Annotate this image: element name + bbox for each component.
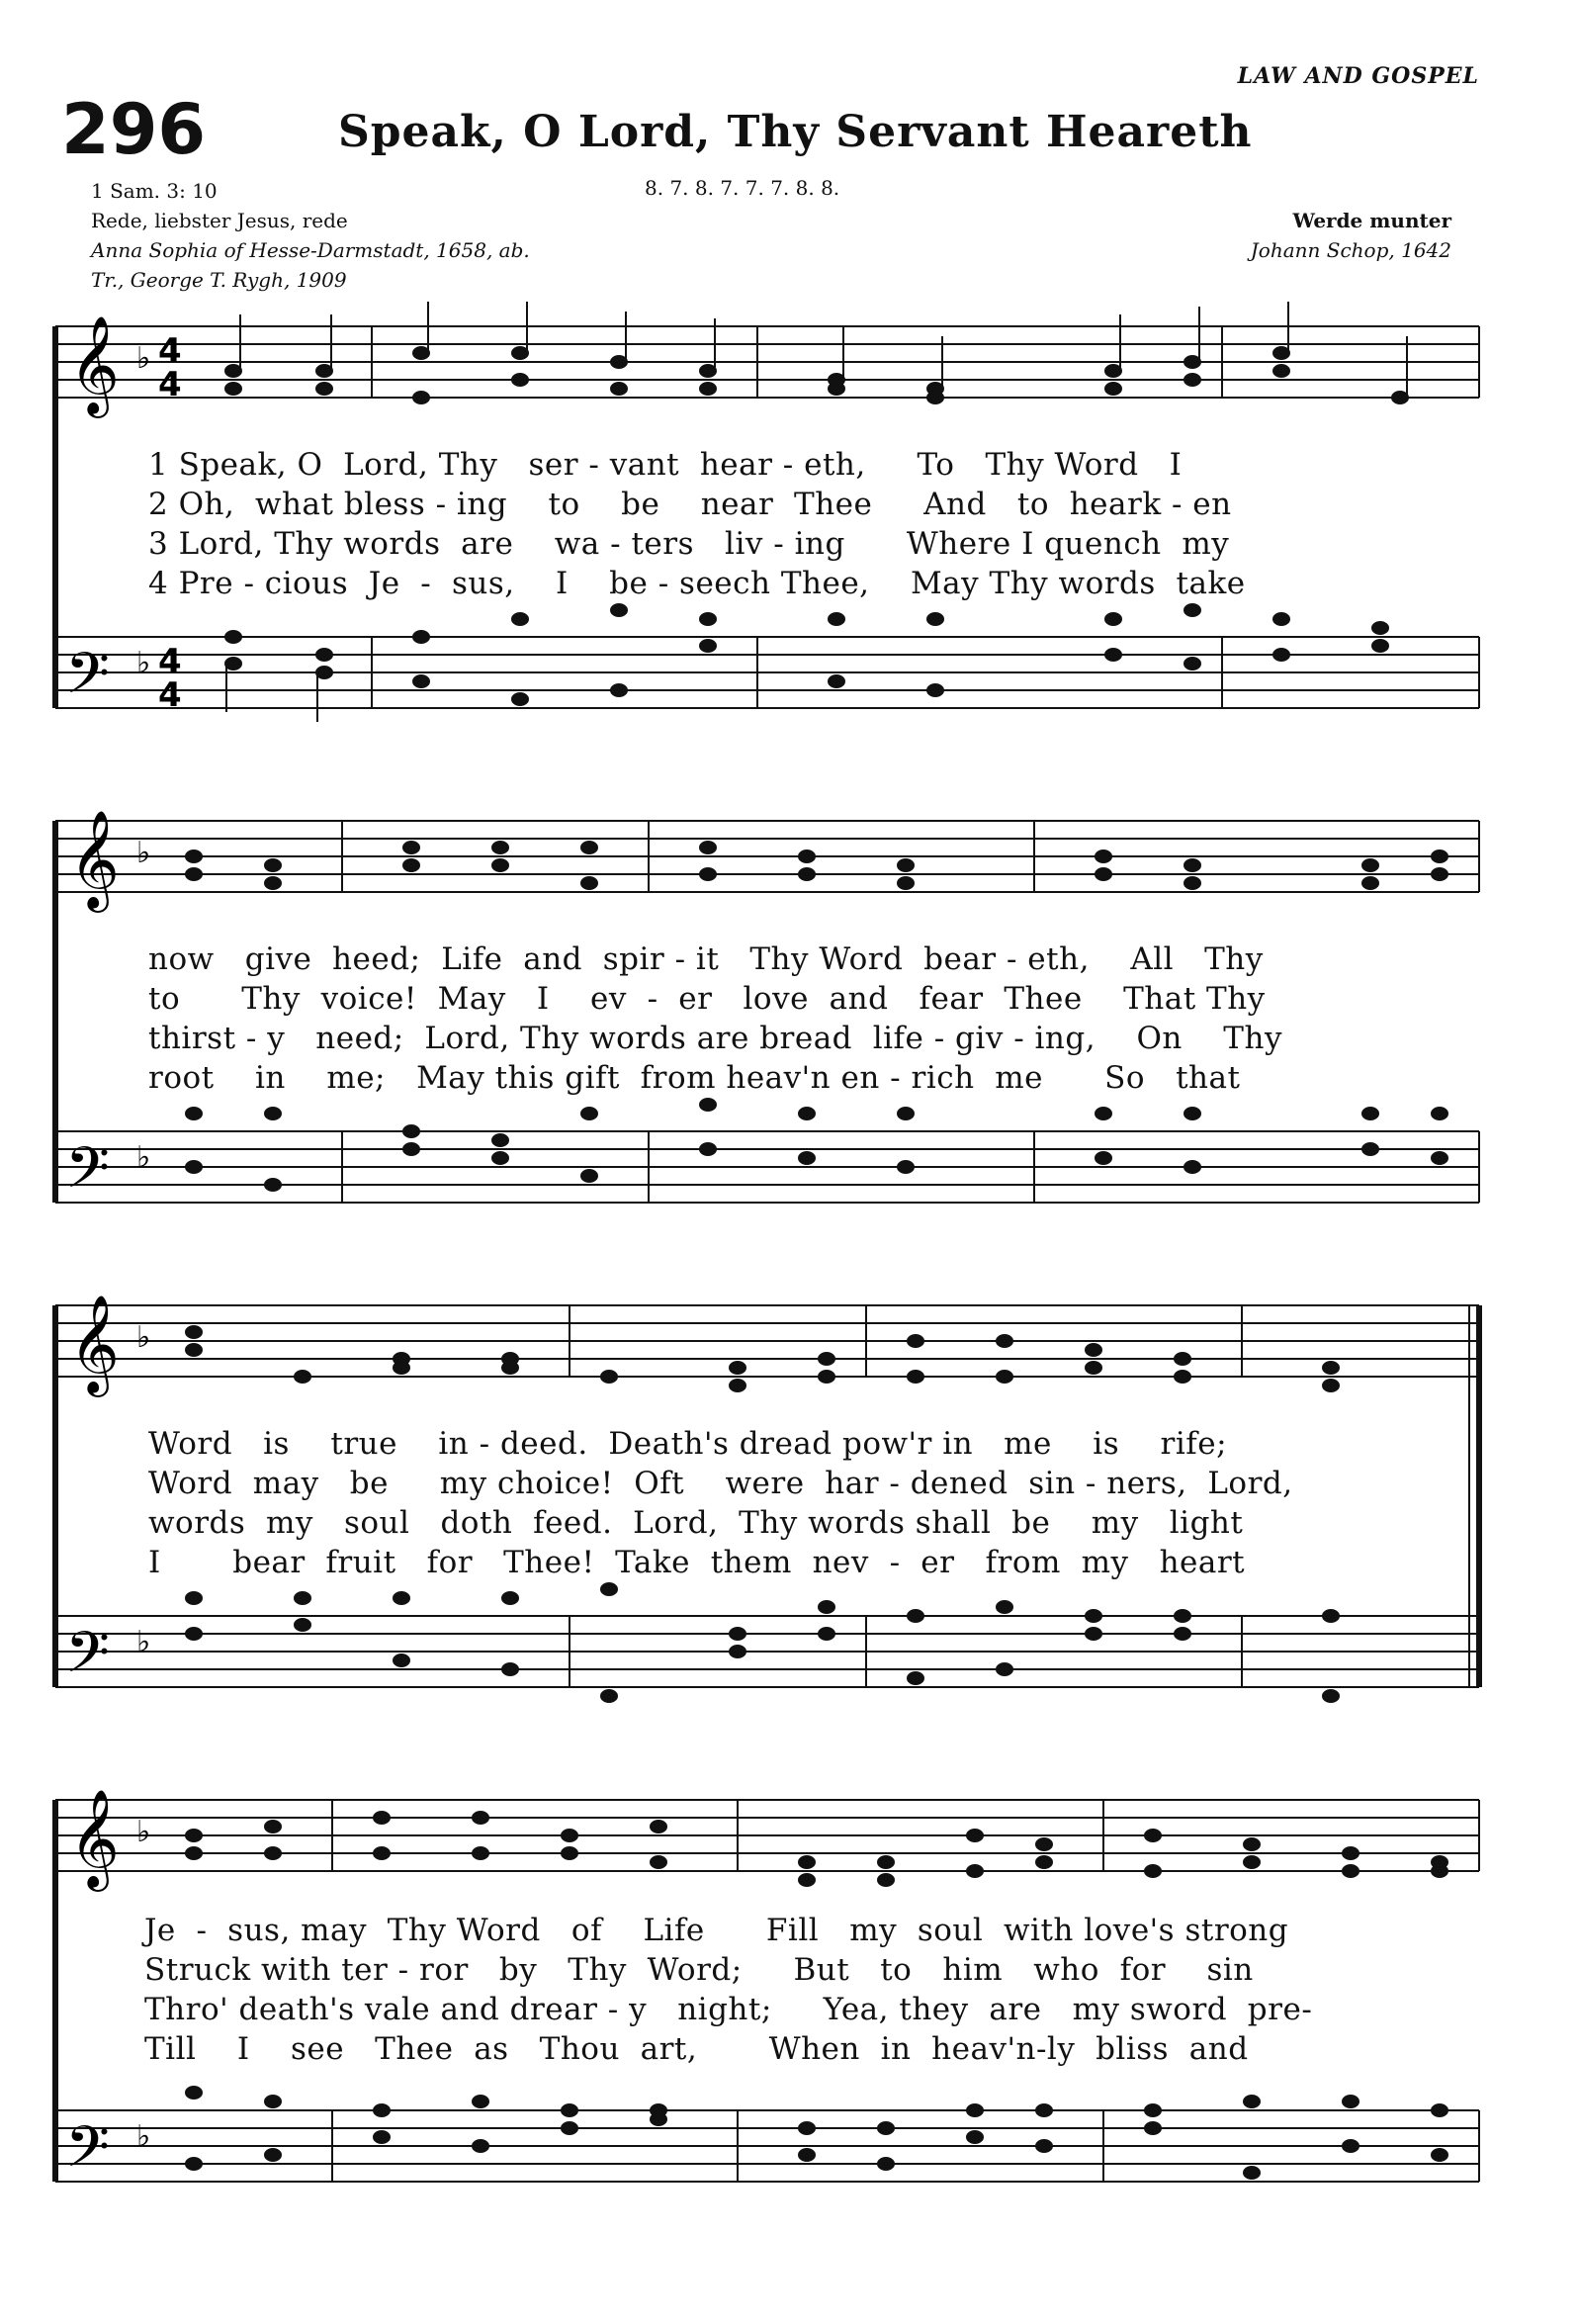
time-signature-bottom: 4 bbox=[158, 365, 182, 404]
key-flat-icon: ♭ bbox=[136, 2119, 151, 2154]
verse-4-line: 4 Pre - cious Je - sus, I be - seech Thee, May Thy words take bbox=[148, 566, 1246, 601]
bass-clef-icon: 𝄢 bbox=[65, 2113, 111, 2194]
treble-notes bbox=[225, 302, 1408, 403]
hymn-credits-right bbox=[1251, 206, 1451, 265]
hymn-title: Speak, O Lord, Thy Servant Heareth bbox=[338, 107, 1253, 157]
key-flat-icon: ♭ bbox=[136, 1140, 151, 1175]
hymn-credits-left bbox=[91, 176, 530, 295]
verse-2-line: to Thy voice! May I ev - er love and fear Thee That Thy bbox=[148, 981, 1266, 1017]
verse-3-line: words my soul doth feed. Lord, Thy words shall be my light bbox=[148, 1505, 1244, 1541]
treble-clef-icon: 𝄞 bbox=[69, 1295, 120, 1393]
tune-name: Werde munter bbox=[1292, 209, 1451, 232]
verse-2-line: 2 Oh, what bless - ing to be near Thee And to heark - en bbox=[148, 487, 1232, 522]
hymn-author: Anna Sophia of Hesse-Darmstadt, 1658, ab. bbox=[91, 238, 530, 262]
verse-1-line: Je - sus, may Thy Word of Life Fill my soul with love's strong bbox=[144, 1913, 1289, 1948]
hymn-meter: 8. 7. 8. 7. 7. 7. 8. 8. bbox=[645, 176, 840, 200]
verse-2-line: Word may be my choice! Oft were har - dened sin - ners, Lord, bbox=[148, 1466, 1293, 1501]
hymn-translator: Tr., George T. Rygh, 1909 bbox=[91, 268, 347, 292]
verse-1-line: Word is true in - deed. Death's dread pow'r in me is rife; bbox=[148, 1426, 1228, 1462]
time-signature-top: 4 bbox=[158, 331, 182, 371]
bass-clef-icon: 𝄢 bbox=[65, 1134, 111, 1215]
verse-1-line: 1 Speak, O Lord, Thy ser - vant hear - eth, To Thy Word I bbox=[148, 447, 1183, 483]
verse-1-line: now give heed; Life and spir - it Thy Word bear - eth, All Thy bbox=[148, 941, 1264, 977]
time-signature-bottom: 4 bbox=[158, 675, 182, 715]
time-signature-top: 4 bbox=[158, 642, 182, 681]
original-title: Rede, liebster Jesus, rede bbox=[91, 209, 348, 232]
verse-4-line: Till I see Thee as Thou art, When in heav'n-ly bliss and bbox=[144, 2031, 1249, 2067]
verse-4-line: I bear fruit for Thee! Take them nev - er from my heart bbox=[148, 1545, 1246, 1580]
treble-clef-icon: 𝄞 bbox=[69, 810, 120, 909]
key-flat-icon: ♭ bbox=[136, 646, 151, 680]
bass-staff bbox=[55, 637, 1479, 708]
key-flat-icon: ♭ bbox=[136, 1320, 151, 1355]
section-label: LAW AND GOSPEL bbox=[1237, 63, 1479, 89]
music-system-3 bbox=[55, 1276, 1479, 1731]
hymn-number: 296 bbox=[61, 89, 207, 170]
scripture-reference: 1 Sam. 3: 10 bbox=[91, 179, 218, 203]
treble-staff bbox=[55, 326, 1479, 398]
key-flat-icon: ♭ bbox=[136, 341, 151, 376]
music-system-2 bbox=[55, 791, 1479, 1246]
verse-3-line: 3 Lord, Thy words are wa - ters liv - ing Where I quench my bbox=[148, 526, 1230, 562]
bass-notes bbox=[225, 604, 1388, 722]
verse-3-line: thirst - y need; Lord, Thy words are bread life - giv - ing, On Thy bbox=[148, 1021, 1282, 1056]
treble-clef-icon: 𝄞 bbox=[69, 1789, 120, 1888]
treble-clef-icon: 𝄞 bbox=[69, 315, 120, 414]
verse-4-line: root in me; May this gift from heav'n en - rich me So that bbox=[148, 1060, 1241, 1096]
verse-3-line: Thro' death's vale and drear - y night; Yea, they are my sword pre- bbox=[144, 1992, 1313, 2027]
bass-clef-icon: 𝄢 bbox=[65, 640, 111, 721]
tune-composer: Johann Schop, 1642 bbox=[1250, 238, 1451, 262]
key-flat-icon: ♭ bbox=[136, 1625, 151, 1659]
key-flat-icon: ♭ bbox=[136, 836, 151, 870]
bass-clef-icon: 𝄢 bbox=[65, 1619, 111, 1700]
music-system-1 bbox=[55, 297, 1479, 752]
verse-2-line: Struck with ter - ror by Thy Word; But to him who for sin bbox=[144, 1952, 1254, 1988]
key-flat-icon: ♭ bbox=[136, 1815, 151, 1849]
